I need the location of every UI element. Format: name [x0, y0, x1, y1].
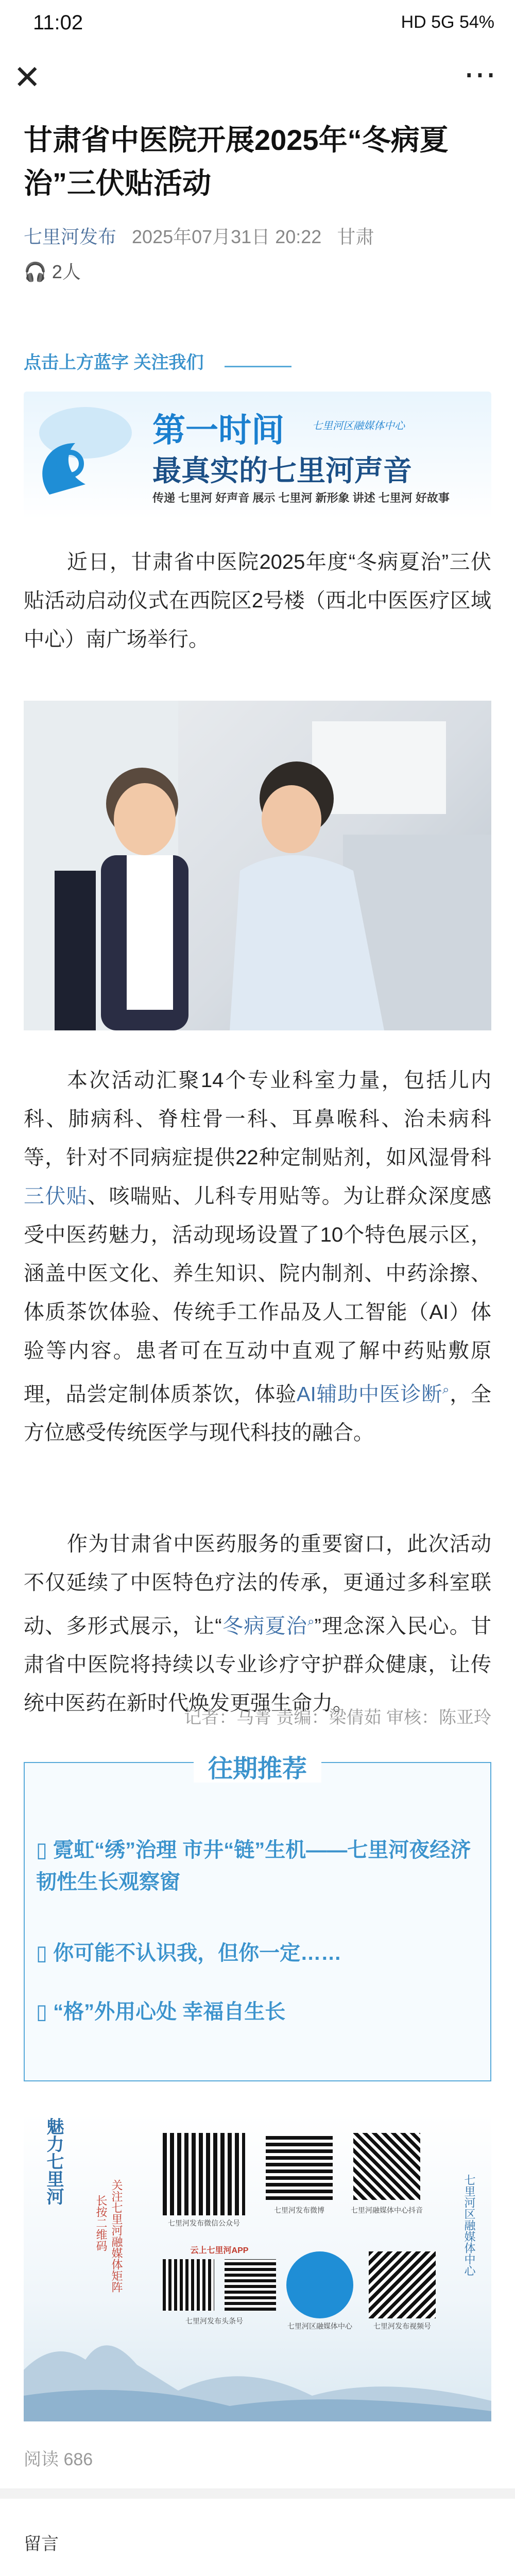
pointer-decoration: [225, 345, 291, 367]
location: 甘肃: [337, 226, 374, 247]
promo-right-text: 七里河区融媒体中心: [463, 2174, 476, 2276]
link-ai-diagnosis[interactable]: AI辅助中医诊断: [296, 1383, 443, 1406]
banner-org: 七里河区融媒体中心: [312, 420, 405, 432]
search-icon[interactable]: ⌕: [307, 1615, 315, 1629]
mountain-decoration: [24, 2329, 491, 2421]
status-indicators: HD 5G 54%: [401, 12, 494, 32]
header-banner: [24, 392, 491, 519]
qr-code[interactable]: [353, 2133, 420, 2200]
promo-scan-text: 长按二维码: [95, 2195, 108, 2251]
read-count: 阅读 686: [24, 2450, 93, 2469]
qr-code[interactable]: [266, 2133, 333, 2200]
document-icon: ▯: [36, 1839, 48, 1861]
link-dongbingxiazhi[interactable]: 冬病夏治: [221, 1615, 308, 1638]
qr-code[interactable]: [369, 2251, 436, 2318]
recommend-item[interactable]: ▯ “格”外用心处 幸福自生长: [36, 2001, 286, 2023]
paragraph-3: 作为甘肃省中医药服务的重要窗口，此次活动不仅延续了中医特色疗法的传承，更通过多科室联动、多形式展示，让“冬病夏治⌕”理念深入民心。甘肃省中医院将持续以专业诊疗守护群众健康，让传统中医药在新时代焕发更强生命力。: [24, 1533, 491, 1715]
qr-code[interactable]: [163, 2133, 245, 2215]
close-icon[interactable]: ✕: [13, 59, 41, 96]
headphone-icon: 🎧: [24, 261, 47, 282]
qr-code[interactable]: [225, 2259, 276, 2311]
banner-subheadline: 最真实的七里河声音: [152, 454, 412, 487]
photo-illustration: [24, 701, 491, 1030]
link-sanfutie[interactable]: 三伏贴: [24, 1185, 88, 1208]
recommend-title: 往期推荐: [24, 1749, 491, 1784]
banner-slogan: 传递 七里河 好声音 展示 七里河 新形象 讲述 七里河 好故事: [152, 492, 450, 504]
article-meta: [24, 223, 374, 249]
media-center-logo: [286, 2251, 353, 2318]
follow-prompt[interactable]: 点击上方蓝字 关注我们: [24, 353, 204, 372]
author-link[interactable]: 七里河发布: [24, 226, 117, 247]
status-time: 11:02: [33, 11, 83, 34]
document-icon: ▯: [36, 2001, 48, 2023]
recommend-item[interactable]: ▯ 霓虹“绣”治理 市井“链”生机——七里河夜经济韧性生长观察窗: [36, 1839, 471, 1893]
banner-cloud-logo: [29, 397, 142, 510]
banner-headline: 第一时间: [152, 412, 284, 449]
promo-follow-text: 关注七里河融媒体矩阵: [110, 2179, 123, 2293]
publish-time: 2025年07月31日 20:22: [132, 226, 322, 247]
comments-label: 留言: [24, 2534, 59, 2554]
divider: [0, 2488, 515, 2499]
recommend-item[interactable]: ▯ 你可能不认识我，但你一定……: [36, 1942, 342, 1964]
article-title: 甘肃省中医院开展2025年“冬病夏治”三伏贴活动: [24, 124, 449, 199]
qr-code[interactable]: [163, 2259, 214, 2311]
status-bar: [0, 0, 515, 52]
paragraph-2: 本次活动汇聚14个专业科室力量，包括儿内科、肺病科、脊柱骨一科、耳鼻喉科、治未病科等，针对不同病症提供22种定制贴剂，如风湿骨科三伏贴、咳喘贴、儿科专用贴等。为让群众深度感受中医药魅力，活动现场设置了10个特色展示区，涵盖中医文化、养生知识、院内制剂、中药涂擦、体质茶饮体验、传统手工作品及人工智能（AI）体验等内容。患者可在互动中直观了解中药贴敷原理，品尝定制体质茶饮，体验AI辅助中医诊断⌕，全方位感受传统医学与现代科技的融合。: [24, 1069, 492, 1445]
listen-count[interactable]: 🎧 2人: [24, 261, 81, 282]
article-credits: 记者：马菁 责编：梁倩茹 审核：陈亚玲: [184, 1708, 491, 1727]
more-icon[interactable]: ⋯: [464, 56, 496, 93]
search-icon[interactable]: ⌕: [442, 1383, 450, 1397]
article-photo[interactable]: [24, 701, 491, 1030]
paragraph-1: 近日，甘肃省中医院2025年度“冬病夏治”三伏贴活动启动仪式在西院区2号楼（西北中医医疗区域中心）南广场举行。: [24, 551, 491, 651]
document-icon: ▯: [36, 1942, 48, 1964]
promo-banner: 魅力七里河 长按二维码 关注七里河融媒体矩阵 七里河发布微信公众号 七里河发布微博 七里河融媒体中心抖音 云上七里河APP 七里河区融媒体中心 七里河发布视频号 七里河发布头条号 七里河区融媒体中心: [24, 2112, 491, 2421]
recommend-box: [24, 1762, 491, 2081]
promo-left-title: 魅力七里河: [44, 2117, 63, 2205]
